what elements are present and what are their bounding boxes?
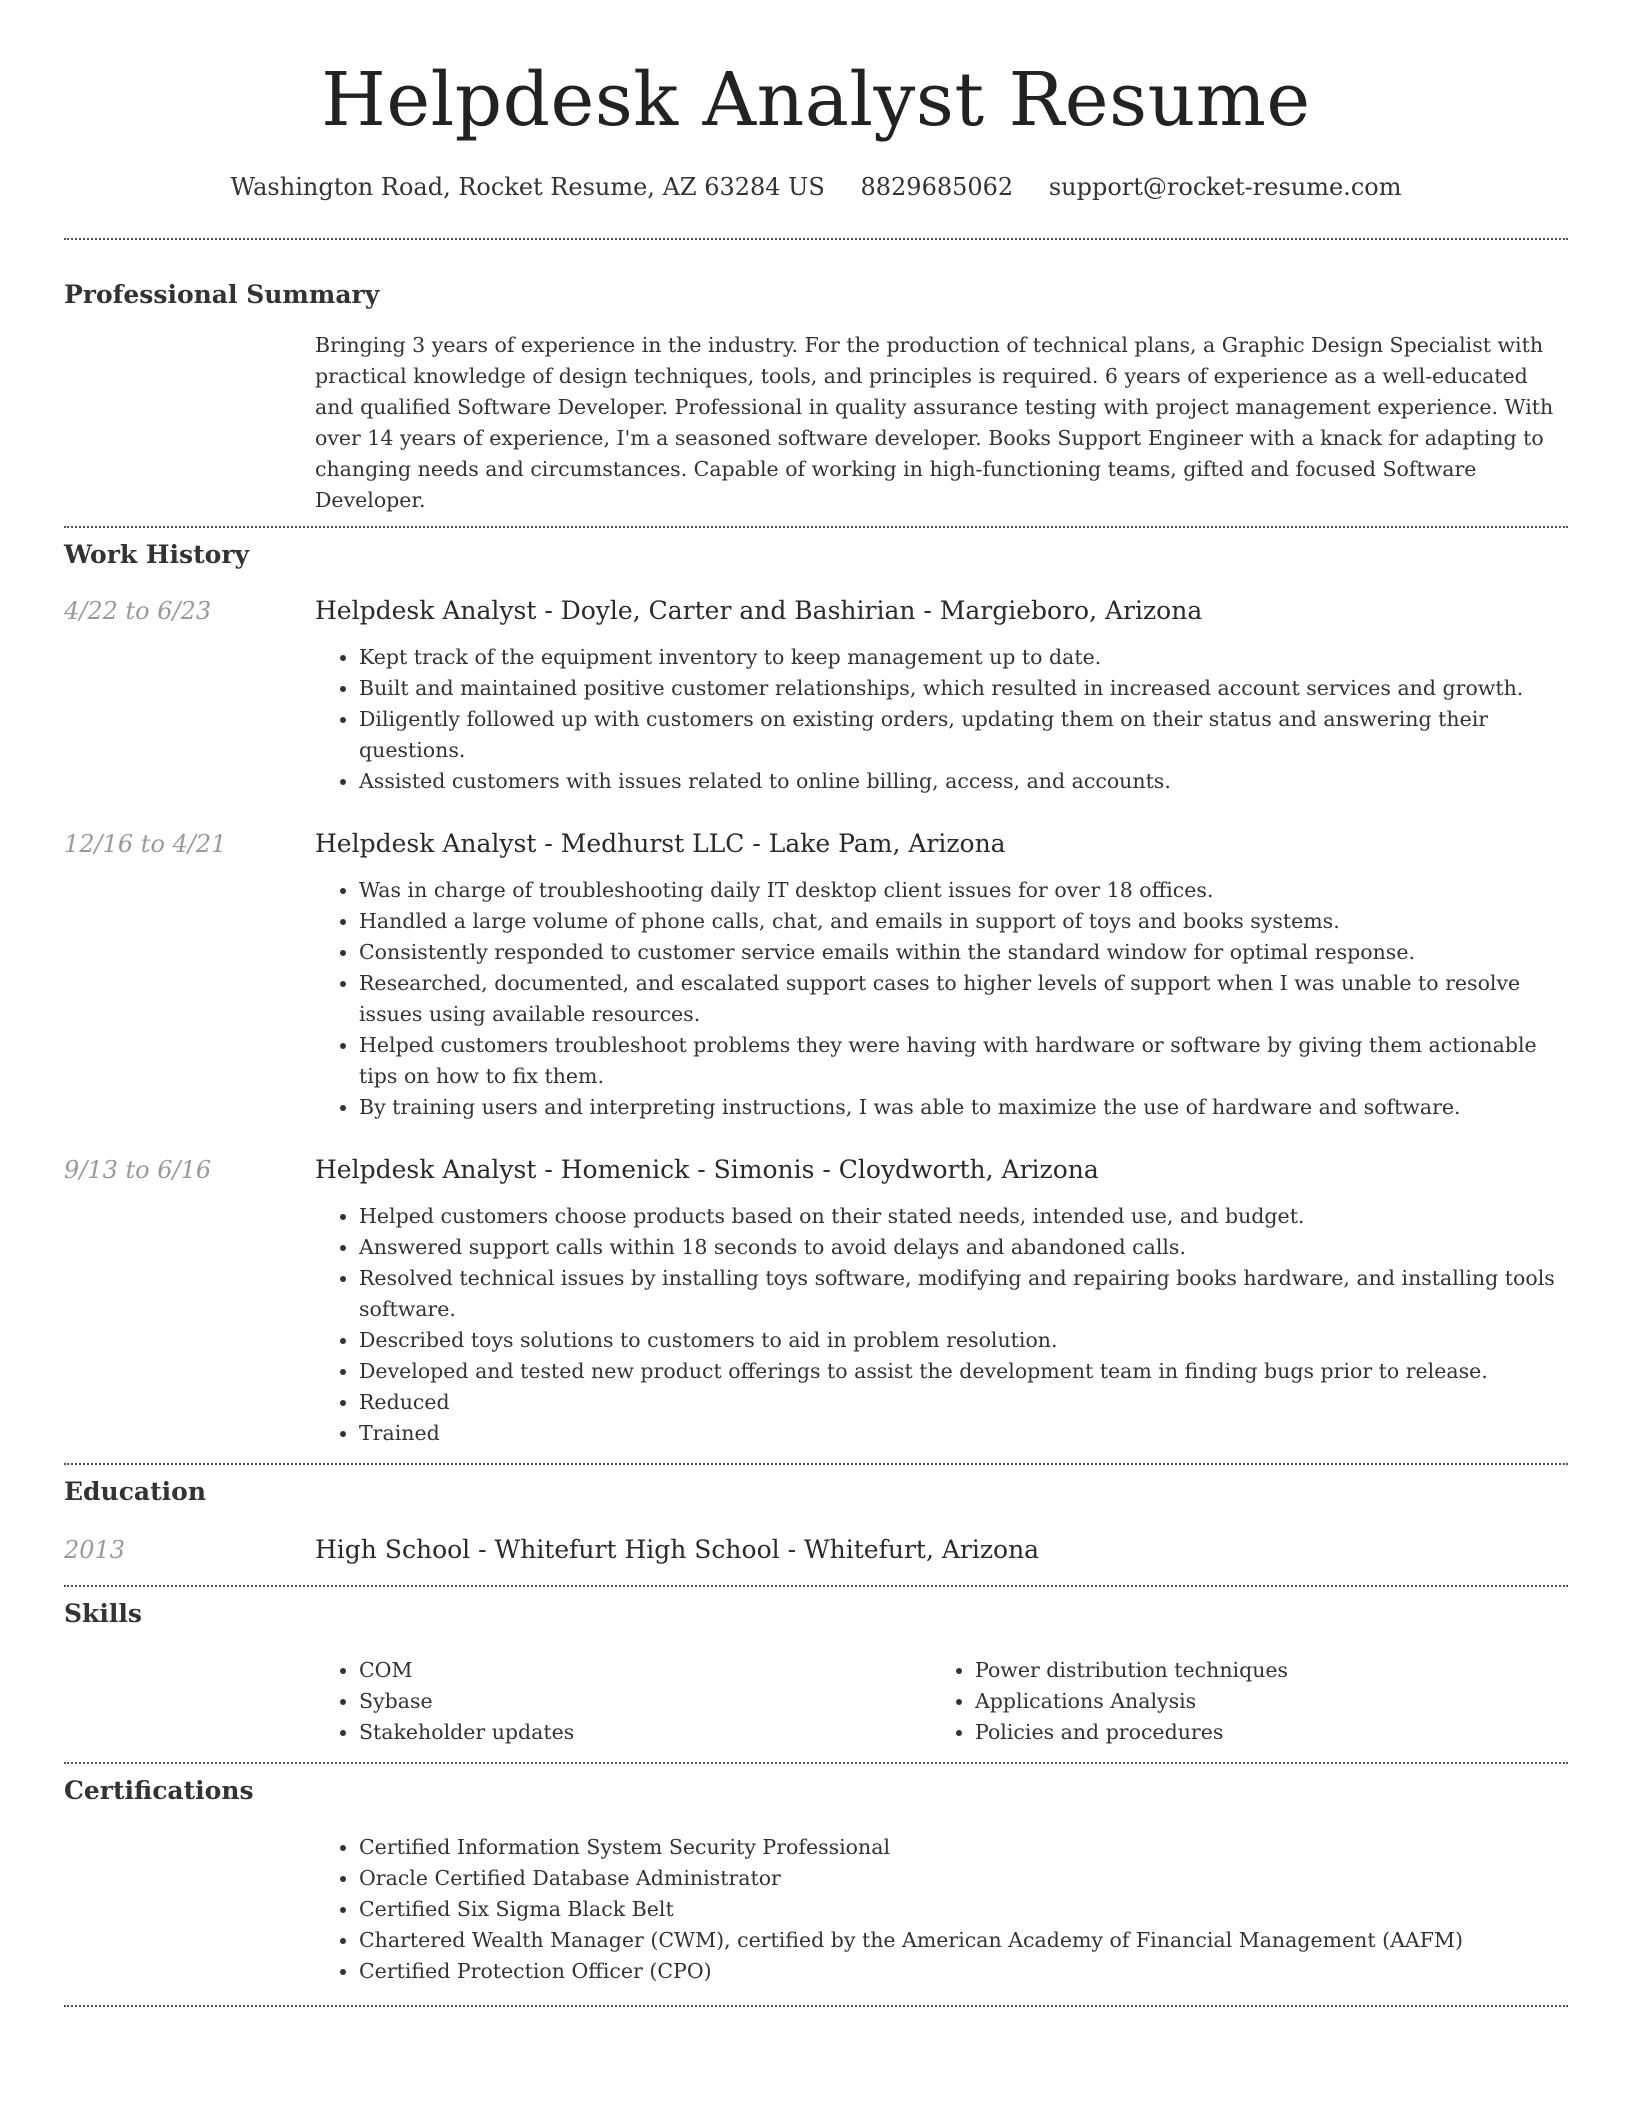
list-item: • Kept track of the equipment inventory to keep management up to date. bbox=[359, 642, 1568, 673]
summary-text: Bringing 3 years of experience in the industry. For the production of technical plans, a Graphic Design Specialist with practical knowledge of design techniques, tools, and principles is required. 6 years of experience as a well-educated and qualified Software Developer. Professional in quality assurance testing with project management experience. With over 14 years of experience, I'm a seasoned software developer. Books Support Engineer with a knack for adapting to changing needs and circumstances. Capable of working in high-functioning teams, gifted and focused Software Developer. bbox=[315, 333, 1554, 512]
list-item: • Helped customers choose products based on their stated needs, intended use, and budget. bbox=[359, 1201, 1568, 1232]
skills-heading: Skills bbox=[64, 1599, 142, 1628]
list-item: • Described toys solutions to customers to aid in problem resolution. bbox=[359, 1325, 1568, 1356]
summary-section bbox=[64, 278, 1568, 516]
job-dates: 4/22 to 6/23 bbox=[64, 597, 212, 625]
contact-address: Washington Road, Rocket Resume, AZ 63284 US bbox=[230, 173, 825, 201]
certifications-section bbox=[64, 1774, 1568, 1987]
list-item: • Diligently followed up with customers on existing orders, updating them on their status and answering their questions. bbox=[359, 704, 1568, 766]
divider bbox=[64, 2005, 1568, 2007]
list-item: • Certified Information System Security Professional bbox=[359, 1832, 1568, 1863]
divider bbox=[64, 526, 1568, 528]
job-title: Helpdesk Analyst - Homenick - Simonis - Cloydworth, Arizona bbox=[315, 1155, 1099, 1184]
contact-phone: 8829685062 bbox=[860, 173, 1014, 201]
list-item: • Certified Six Sigma Black Belt bbox=[359, 1894, 1568, 1925]
list-item: • Handled a large volume of phone calls, chat, and emails in support of toys and books systems. bbox=[359, 906, 1568, 937]
list-item: • Chartered Wealth Manager (CWM), certified by the American Academy of Financial Management (AAFM) bbox=[359, 1925, 1568, 1956]
list-item: • Assisted customers with issues related to online billing, access, and accounts. bbox=[359, 766, 1568, 797]
list-item: • Researched, documented, and escalated support cases to higher levels of support when I was unable to resolve issues using available resources. bbox=[359, 968, 1568, 1030]
job-dates: 9/13 to 6/16 bbox=[64, 1156, 212, 1184]
list-item: • Certified Protection Officer (CPO) bbox=[359, 1956, 1568, 1987]
list-item: • Helped customers troubleshoot problems they were having with hardware or software by giving them actionable tips on how to fix them. bbox=[359, 1030, 1568, 1092]
resume-page bbox=[64, 0, 1568, 2007]
skills-section bbox=[64, 1597, 1568, 1748]
list-item: • Consistently responded to customer service emails within the standard window for optimal response. bbox=[359, 937, 1568, 968]
job-bullets bbox=[315, 1201, 1568, 1449]
list-item: • Developed and tested new product offerings to assist the development team in finding bugs prior to release. bbox=[359, 1356, 1568, 1387]
divider bbox=[64, 1762, 1568, 1764]
list-item: • Oracle Certified Database Administrator bbox=[359, 1863, 1568, 1894]
list-item: • Was in charge of troubleshooting daily IT desktop client issues for over 18 offices. bbox=[359, 875, 1568, 906]
work-history-heading: Work History bbox=[64, 540, 250, 569]
job-entry bbox=[64, 1153, 1568, 1449]
list-item: • Answered support calls within 18 seconds to avoid delays and abandoned calls. bbox=[359, 1232, 1568, 1263]
job-bullets bbox=[315, 642, 1568, 797]
list-item: • Reduced bbox=[359, 1387, 1568, 1418]
list-item: • Sybase bbox=[359, 1686, 931, 1717]
list-item: • Built and maintained positive customer relationships, which resulted in increased account services and growth. bbox=[359, 673, 1568, 704]
divider bbox=[64, 1463, 1568, 1465]
education-title: High School - Whitefurt High School - Whitefurt, Arizona bbox=[315, 1535, 1040, 1564]
skills-list-right bbox=[931, 1655, 1547, 1748]
list-item: • Applications Analysis bbox=[975, 1686, 1547, 1717]
education-section bbox=[64, 1475, 1568, 1567]
contact-line bbox=[64, 170, 1568, 204]
list-item: • Policies and procedures bbox=[975, 1717, 1547, 1748]
certifications-heading: Certifications bbox=[64, 1776, 254, 1805]
divider bbox=[64, 238, 1568, 240]
contact-email: support@rocket-resume.com bbox=[1048, 173, 1402, 201]
education-heading: Education bbox=[64, 1477, 207, 1506]
divider bbox=[64, 1585, 1568, 1587]
skills-list-left bbox=[315, 1655, 931, 1748]
list-item: • COM bbox=[359, 1655, 931, 1686]
education-entry bbox=[64, 1533, 1568, 1567]
work-history-section bbox=[64, 538, 1568, 1449]
summary-heading: Professional Summary bbox=[64, 280, 380, 309]
education-year: 2013 bbox=[64, 1536, 126, 1564]
list-item: • Resolved technical issues by installing toys software, modifying and repairing books hardware, and installing tools software. bbox=[359, 1263, 1568, 1325]
resume-title: Helpdesk Analyst Resume bbox=[321, 57, 1311, 143]
job-title: Helpdesk Analyst - Doyle, Carter and Bashirian - Margieboro, Arizona bbox=[315, 596, 1203, 625]
job-bullets bbox=[315, 875, 1568, 1123]
job-entry bbox=[64, 827, 1568, 1123]
job-title: Helpdesk Analyst - Medhurst LLC - Lake Pam, Arizona bbox=[315, 829, 1006, 858]
list-item: • Trained bbox=[359, 1418, 1568, 1449]
list-item: • Power distribution techniques bbox=[975, 1655, 1547, 1686]
job-entry bbox=[64, 594, 1568, 797]
job-dates: 12/16 to 4/21 bbox=[64, 830, 227, 858]
list-item: • By training users and interpreting instructions, I was able to maximize the use of hardware and software. bbox=[359, 1092, 1568, 1123]
certifications-list bbox=[315, 1832, 1568, 1987]
list-item: • Stakeholder updates bbox=[359, 1717, 931, 1748]
